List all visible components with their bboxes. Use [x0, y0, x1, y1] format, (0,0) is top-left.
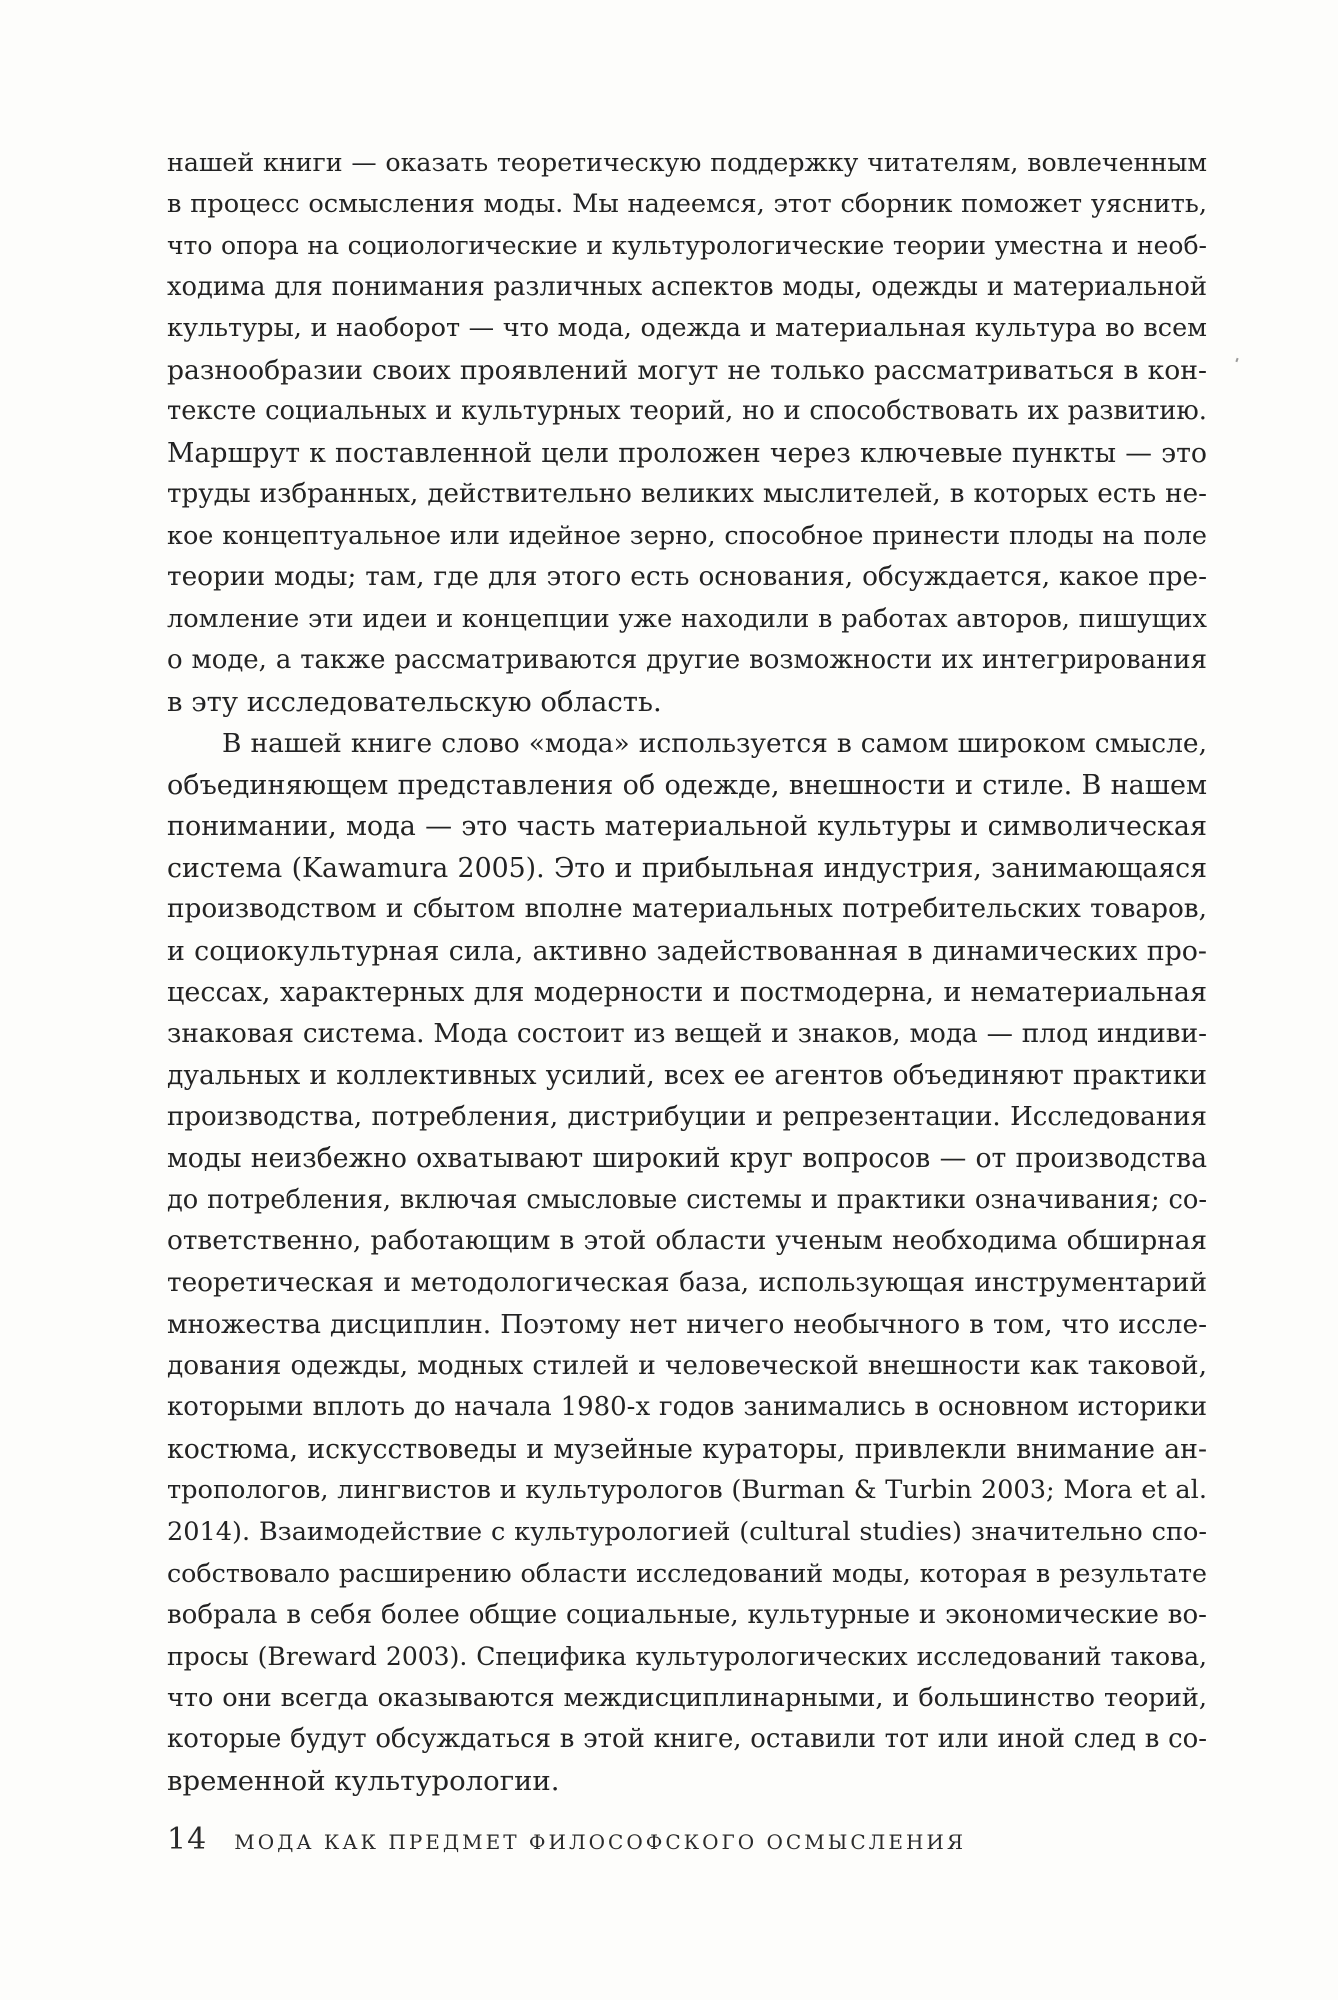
text-line: теории моды; там, где для этого есть основания, обсуждается, какое пре- [167, 562, 1207, 592]
text-line: Маршрут к поставленной цели проложен через ключевые пункты — это [167, 437, 1207, 469]
text-line: знаковая система. Мода состоит из вещей и знаков, мода — плод индиви- [167, 1018, 1207, 1049]
text-line: понимании, мода — это часть материальной культуры и символическая [167, 811, 1207, 842]
text-line: моды неизбежно охватывают широкий круг вопросов — от производства [167, 1143, 1207, 1174]
text-line: кое концептуальное или идейное зерно, способное принести плоды на поле [167, 520, 1207, 551]
text-line: которыми вплоть до начала 1980-х годов занимались в основном историки [167, 1392, 1207, 1422]
running-head: МОДА КАК ПРЕДМЕТ ФИЛОСОФСКОГО ОСМЫСЛЕНИЯ [234, 1830, 966, 1854]
paragraph-1 [167, 142, 1207, 723]
text-line: дования одежды, модных стилей и человеческой внешности как таковой, [167, 1350, 1207, 1381]
text-line: которые будут обсуждаться в этой книге, оставили тот или иной след в со- [167, 1724, 1207, 1754]
text-line: объединяющем представления об одежде, внешности и стиле. В нашем [167, 769, 1207, 801]
text-line: до потребления, включая смысловые системы и практики означивания; со- [167, 1184, 1207, 1215]
page-number: 14 [167, 1822, 208, 1857]
text-line: временной культурологии. [167, 1764, 560, 1797]
text-line: просы (Breward 2003). Специфика культурологических исследований такова, [167, 1642, 1207, 1671]
text-line: собствовало расширению области исследований моды, которая в результате [167, 1558, 1207, 1588]
text-line: тексте социальных и культурных теорий, но и способствовать их развитию. [167, 396, 1207, 426]
text-line: в эту исследовательскую область. [167, 685, 662, 718]
text-line: тропологов, лингвистов и культурологов (Burman & Turbin 2003; Mora et al. [167, 1475, 1207, 1505]
text-line: культуры, и наоборот — что мода, одежда и материальная культура во всем [167, 313, 1207, 343]
text-line: В нашей книге слово «мода» используется в самом широком смысле, [222, 728, 1207, 759]
text-line: нашей книги — оказать теоретическую поддержку читателям, вовлеченным [167, 148, 1207, 177]
paragraph-2 [167, 723, 1207, 1802]
text-line: о моде, а также рассматриваются другие возможности их интегрирования [167, 645, 1207, 675]
text-line: система (Kawamura 2005). Это и прибыльная индустрия, занимающаяся [167, 852, 1207, 884]
text-line: костюма, искусствоведы и музейные кураторы, привлекли внимание ан- [167, 1433, 1207, 1465]
text-line: ходима для понимания различных аспектов моды, одежды и материальной [167, 271, 1207, 302]
text-line: 2014). Взаимодействие с культурологией (cultural studies) значительно спо- [167, 1516, 1207, 1547]
text-line: вобрала в себя более общие социальные, культурные и экономические во- [167, 1599, 1207, 1630]
text-line: разнообразии своих проявлений могут не только рассматриваться в кон- [167, 354, 1207, 386]
text-line: производством и сбытом вполне материальных потребительских товаров, [167, 894, 1207, 924]
print-speck [1235, 358, 1238, 362]
text-line: множества дисциплин. Поэтому нет ничего необычного в том, что иссле- [167, 1309, 1207, 1340]
page-footer [167, 1822, 966, 1857]
text-line: ломление эти идеи и концепции уже находили в работах авторов, пишущих [167, 603, 1207, 634]
text-line: теоретическая и методологическая база, использующая инструментарий [167, 1267, 1207, 1298]
text-line: дуальных и коллективных усилий, всех ее агентов объединяют практики [167, 1060, 1207, 1091]
body-text [167, 142, 1207, 1802]
text-line: цессах, характерных для модерности и постмодерна, и нематериальная [167, 977, 1207, 1008]
text-line: и социокультурная сила, активно задействованная в динамических про- [167, 935, 1207, 967]
text-line: труды избранных, действительно великих мыслителей, в которых есть не- [167, 479, 1207, 509]
text-line: ответственно, работающим в этой области ученым необходима обширная [167, 1226, 1207, 1256]
text-line: в процесс осмысления моды. Мы надеемся, этот сборник поможет уяснить, [167, 188, 1207, 219]
text-line: производства, потребления, дистрибуции и репрезентации. Исследования [167, 1101, 1207, 1132]
text-line: что опора на социологические и культурологические теории уместна и необ- [167, 231, 1207, 260]
text-line: что они всегда оказываются междисциплинарными, и большинство теорий, [167, 1682, 1207, 1713]
